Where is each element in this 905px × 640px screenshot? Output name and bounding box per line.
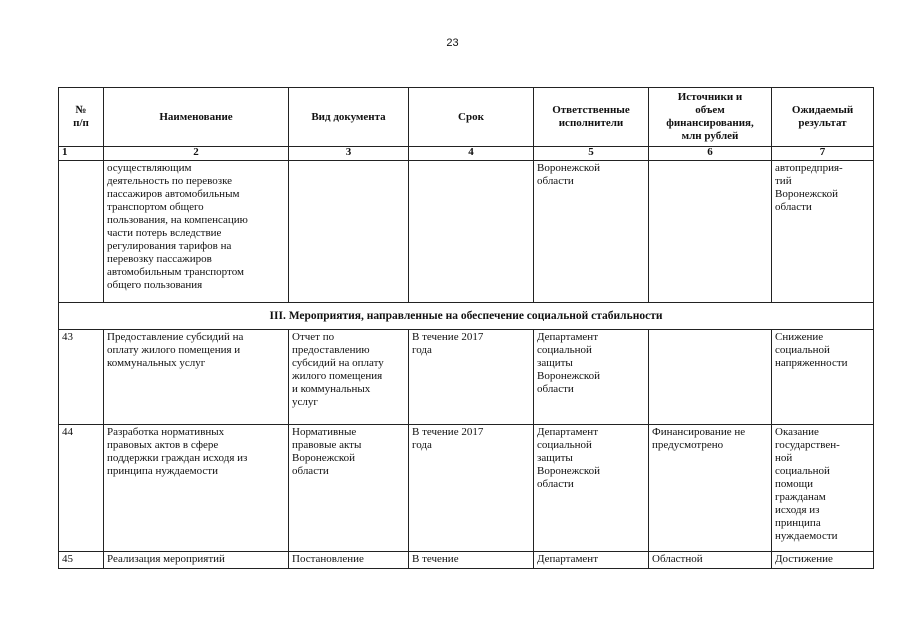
measures-table (58, 87, 874, 569)
column-number: 7 (772, 147, 874, 161)
cell-financing (649, 161, 772, 303)
cell-result: Оказание государствен- ной социальной помощи гражданам исходя из принципа нуждаемости (772, 425, 874, 552)
column-number: 2 (104, 147, 289, 161)
cell-name: Предоставление субсидий на оплату жилого помещения и коммунальных услуг (104, 330, 289, 425)
column-number-row (59, 147, 874, 161)
cell-doc-type (289, 161, 409, 303)
section-title: III. Мероприятия, направленные на обеспечение социальной стабильности (59, 303, 874, 330)
cell-result: автопредприя- тий Воронежской области (772, 161, 874, 303)
cell-name: Реализация мероприятий (104, 552, 289, 569)
cell-financing (649, 330, 772, 425)
cell-financing: Финансирование не предусмотрено (649, 425, 772, 552)
header-term: Срок (409, 88, 534, 147)
table-row (59, 330, 874, 425)
column-number: 1 (59, 147, 104, 161)
page-number: 23 (446, 37, 459, 49)
cell-executors: Департамент социальной защиты Воронежской области (534, 330, 649, 425)
header-result: Ожидаемый результат (772, 88, 874, 147)
header-doc-type: Вид документа (289, 88, 409, 147)
cell-term: В течение 2017 года (409, 425, 534, 552)
header-financing: Источники и объем финансирования, млн рублей (649, 88, 772, 147)
cell-term: В течение 2017 года (409, 330, 534, 425)
table-row-continuation (59, 161, 874, 303)
cell-executors: Департамент социальной защиты Воронежской области (534, 425, 649, 552)
cell-doc-type: Отчет по предоставлению субсидий на оплату жилого помещения и коммунальных услуг (289, 330, 409, 425)
cell-executors: Воронежской области (534, 161, 649, 303)
column-number: 3 (289, 147, 409, 161)
header-name: Наименование (104, 88, 289, 147)
cell-executors: Департамент (534, 552, 649, 569)
cell-term: В течение (409, 552, 534, 569)
cell-term (409, 161, 534, 303)
cell-name: Разработка нормативных правовых актов в сфере поддержки граждан исходя из принципа нуждаемости (104, 425, 289, 552)
table-row (59, 552, 874, 569)
table-row (59, 425, 874, 552)
header-row (59, 88, 874, 147)
cell-doc-type: Нормативные правовые акты Воронежской области (289, 425, 409, 552)
cell-financing: Областной (649, 552, 772, 569)
section-row (59, 303, 874, 330)
cell-num: 44 (59, 425, 104, 552)
column-number: 5 (534, 147, 649, 161)
column-number: 4 (409, 147, 534, 161)
cell-result: Достижение (772, 552, 874, 569)
column-number: 6 (649, 147, 772, 161)
cell-result: Снижение социальной напряженности (772, 330, 874, 425)
cell-name: осуществляющим деятельность по перевозке пассажиров автомобильным транспортом общего пользования, на компенсацию части потерь вследствие регулирования тарифов на перевозку пассажиров автомобильным транспортом общего пользования (104, 161, 289, 303)
header-executors: Ответственные исполнители (534, 88, 649, 147)
cell-num: 45 (59, 552, 104, 569)
header-num: № п/п (59, 88, 104, 147)
cell-num (59, 161, 104, 303)
cell-doc-type: Постановление (289, 552, 409, 569)
cell-num: 43 (59, 330, 104, 425)
